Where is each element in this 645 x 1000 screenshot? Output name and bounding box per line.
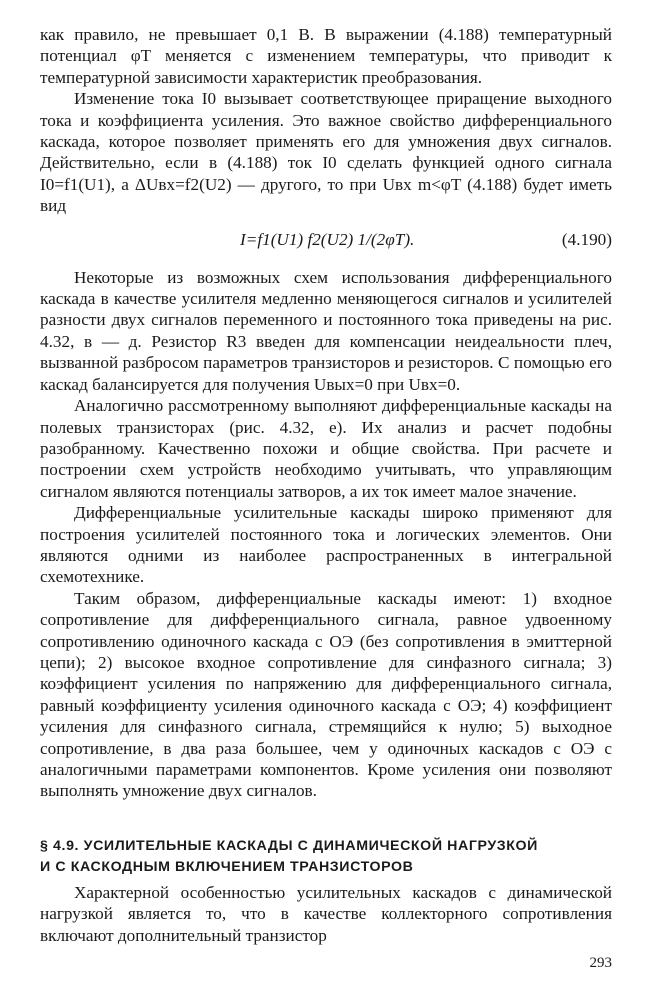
formula-4-190 [40,219,612,263]
formula-expression: I=f1(U1) f2(U2) 1/(2φT). [240,229,415,249]
section-heading-line-2: И С КАСКОДНЫМ ВКЛЮЧЕНИЕМ ТРАНЗИСТОРОВ [40,859,414,875]
paragraph-3: Некоторые из возможных схем использования дифференциального каскада в качестве усилителя медленно меняющегося сигналов и усилителей разности двух сигналов переменного и постоянного тока приведены на рис. 4.32, в — д. Резистор R3 введен для компенсации неидеальности плеч, вызванной разбросом параметров транзисторов и резисторов. С помощью его каскад балансируется для получения Uвых=0 при Uвх=0. [40,267,612,394]
paragraph-4: Аналогично рассмотренному выполняют дифференциальные каскады на полевых транзисторах (рис. 4.32, е). Их анализ и расчет подобны разобранному. Качественно похожи и общие свойства. При расчете и построении схем устройств необходимо учитывать, что управляющим сигналом являются потенциалы затворов, а их ток имеет малое значение. [40,396,612,501]
paragraph-2: Изменение тока I0 вызывает соответствующее приращение выходного тока и коэффициента усиления. Это важное свойство дифференциального каскада, которое позволяет применять его для умножения двух сигналов. Действительно, если в (4.188) ток I0 сделать функцией одного сигнала I0=f1(U1), а ΔUвх=f2(U2) — другого, то при Uвх m<φT (4.188) будет иметь вид [40,89,612,216]
page-number: 293 [589,955,612,971]
paragraph-6: Таким образом, дифференциальные каскады имеют: 1) входное сопротивление для дифференциального сигнала, равное удвоенному сопротивлению одиночного каскада с ОЭ (без сопротивления в эмиттерной цепи); 2) высокое входное сопротивление для синфазного сигнала; 3) коэффициент усиления по напряжению для дифференциального сигнала, равный коэффициенту усиления одиночного каскада с ОЭ; 4) коэффициент усиления для синфазного сигнала, стремящийся к нулю; 5) выходное сопротивление, в два раза большее, чем у одиночных каскадов с ОЭ с аналогичными параметрами компонентов. Кроме усиления они позволяют выполнять умножение двух сигналов. [40,588,612,801]
section-body-text [40,882,612,946]
section-heading [40,836,612,878]
paragraph-5: Дифференциальные усилительные каскады широко применяют для построения усилителей постоянного тока и логических элементов. Они являются одними из наиболее распространенных в интегральной схемотехнике. [40,503,612,587]
body-text [40,24,612,802]
formula-number: (4.190) [561,229,612,249]
paragraph-1: как правило, не превышает 0,1 В. В выражении (4.188) температурный потенциал φT меняется с изменением температуры, что приводит к температурной зависимости характеристик преобразования. [40,25,612,87]
section-heading-line-1: § 4.9. УСИЛИТЕЛЬНЫЕ КАСКАДЫ С ДИНАМИЧЕСКОЙ НАГРУЗКОЙ [40,838,538,854]
paragraph-7: Характерной особенностью усилительных каскадов с динамической нагрузкой является то, что в качестве коллекторного сопротивления включают дополнительный транзистор [40,883,612,945]
